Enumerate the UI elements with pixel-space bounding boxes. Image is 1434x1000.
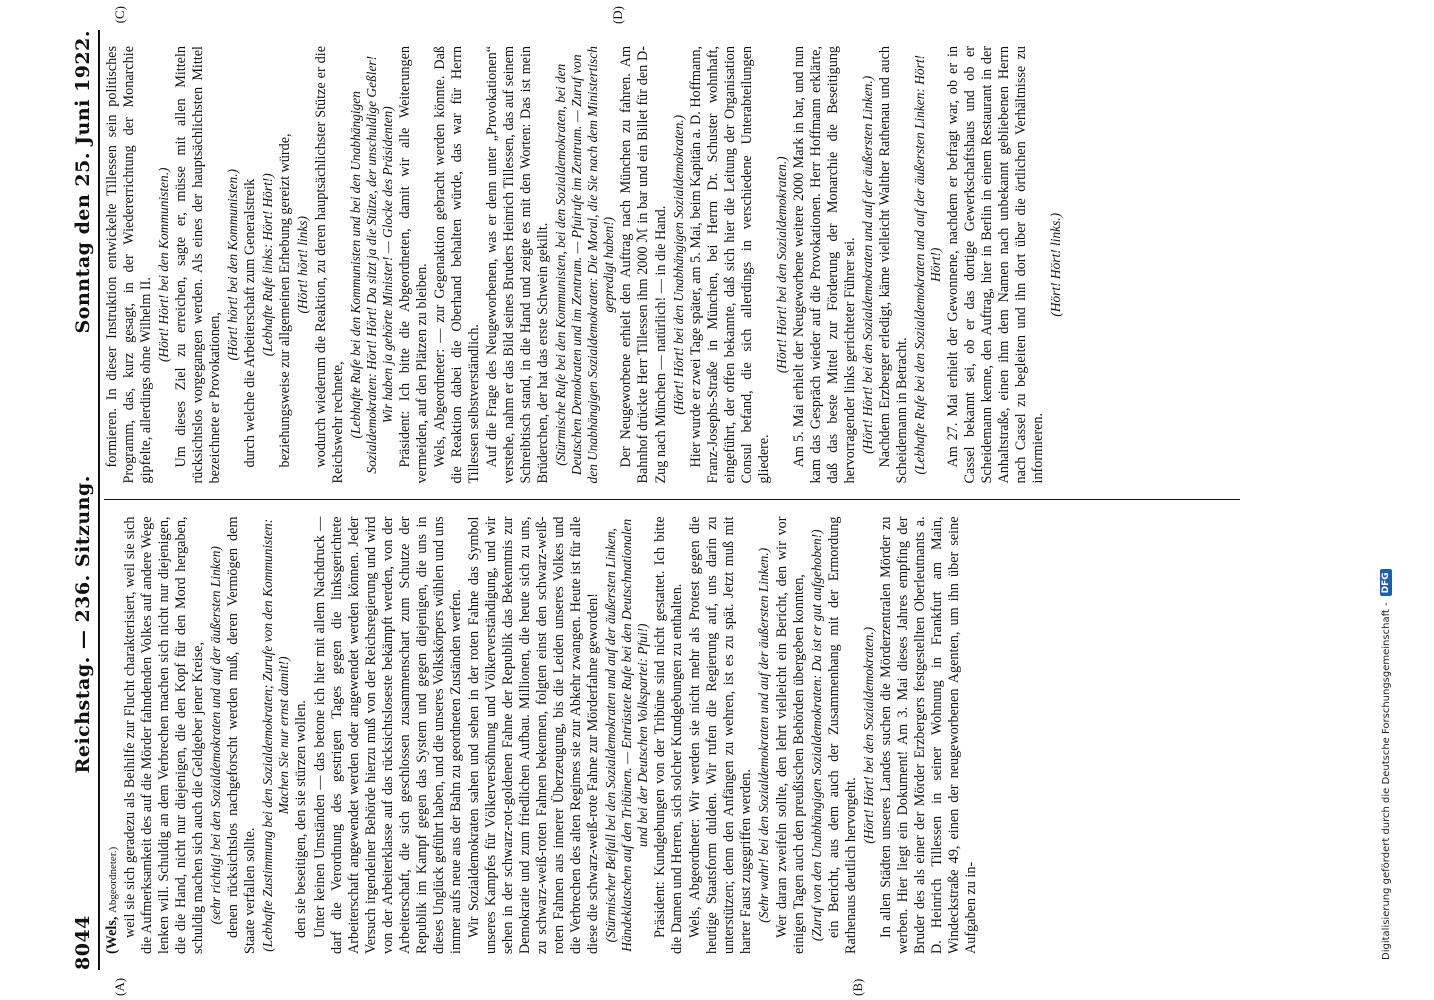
dfg-logo: DFG xyxy=(1380,569,1392,596)
paragraph: weil sie sich geradezu als Beihilfe zur Flucht charakterisiert, weil sie sich die Aufmerksamkeit des auf die Mörder fahndenden Volkes auf andere Wege lenken will. Schuldig an dem Verbrechen machen sich nicht nur diejenigen, die die Hand, nicht nur diejenigen, die den Kopf für den Mord hergaben, schuldig machen sich auch die Geldgeber jener Kreise, xyxy=(122,516,207,954)
paragraph: Wer daran zweifeln sollte, den lehrt vielleicht ein Bericht, den wir vor einigen Tagen auch den preußischen Behörden übergeben konnten, xyxy=(773,516,807,954)
interjection: (Lebhafte Zustimmung bei den Sozialdemokraten; Zurufe von den Kommunisten: Machen Sie nur ernst damit!) xyxy=(260,518,292,952)
paragraph: Hier wurde er zwei Tage später, am 5. Mai, beim Kapitän a. D. Hoffmann, Franz-Josephs-Straße in München, bei Herrn Dr. Schuster wohnhaft, eingeführt, der offen bekannte, daß sich hier die Leitung der Organisation Consul befand, die sich allerdings in verschiedene Unterabteilungen gliedere. xyxy=(687,46,772,484)
margin-marker-c: (C) xyxy=(112,6,127,24)
interjection: (Hört! Hört! bei den Unabhängigen Sozialdemokraten.) xyxy=(670,114,686,415)
credit-text: Digitalisierung gefördert durch die Deutsche Forschungsgemeinschaft - xyxy=(1380,602,1392,960)
session-date: Sonntag den 25. Juni 1922. xyxy=(72,30,94,334)
paragraph: Unter keinen Umständen — das betone ich hier mit allem Nachdruck — darf die Verordnung des gestrigen Tages gegen die linksgerichtete Arbeiterschaft angewendet werden oder angewendet werden können. Jeder Versuch irgendeiner Behörde hierzu muß von der Reichsregierung und wird von der Arbeiterklasse auf das rücksichtsloseste bekämpft werden, von der Arbeiterschaft, die sich geschlossen zusammenschart zum Schutze der Republik im Kampf gegen das System und gegen diejenigen, die uns in dieses Unglück geführt haben, und die unseres Volkskörpers wühlen und uns immer aufs neue aus der Bahn zu geordneten Zuständen werfen. xyxy=(311,516,464,954)
paragraph: durch welche die Arbeiterschaft zum Generalstreik xyxy=(242,178,259,468)
paragraph: Auf die Frage des Neugeworbenen, was er denn unter „Provokationen“ verstehe, nahm er das Bild seines Bruders Heinrich Tillessen, das auf seinem Schreibtisch stand, in die Hand und zeigte es mit den Worten: Das ist mein Brüderchen, der hat das erste Schwein gekillt. xyxy=(484,46,552,484)
left-column xyxy=(104,500,1240,971)
paragraph: Präsident: Ich bitte die Abgeordneten, damit wir alle Weiterungen vermeiden, auf den Plätzen zu bleiben. xyxy=(396,46,430,484)
paragraph: Am 27. Mai erhielt der Gewonnene, nachdem er befragt war, ob er in Cassel bekannt sei, ob er das dortige Gewerkschaftshaus und ob er Scheidemann kenne, den Auftrag, hier in Berlin in einem Restaurant in der Anhaltstraße, einen ihm dem Namen nach unbekannt gebliebenen Herrn nach Cassel zu begleiten und ihn dort über die örtlichen Verhältnisse zu informieren. xyxy=(945,46,1047,484)
interjection: (Lebhafte Rufe links: Hört! Hört!) xyxy=(260,173,276,357)
margin-marker-d: (D) xyxy=(610,6,625,25)
interjection: (Zuruf von den Unabhängigen Sozialdemokraten: Da ist er gut aufgehoben!) xyxy=(808,529,824,942)
margin-marker-a: (A) xyxy=(112,977,127,996)
interjection: (sehr richtig! bei den Sozialdemokraten und auf der äußersten Linken) xyxy=(208,546,224,925)
paragraph: ein Bericht, aus dem auch der Zusammenhang mit der Ermordung Rathenaus deutlich hervorgeht. xyxy=(825,516,859,954)
text-columns xyxy=(104,30,1240,970)
session-title: Reichstag. — 236. Sitzung. xyxy=(72,475,94,774)
margin-marker-b: (B) xyxy=(850,978,865,996)
interjection: (Lebhafte Rufe bei den Kommunisten und bei den Unabhängigen Sozialdemokraten: Hört! Hört! Da sitzt ja die Stütze, der unschuldige Geßler! Wir haben ja gehörte Minister! — Glocke des Präsidenten) xyxy=(347,55,395,474)
interjection: (Stürmischer Beifall bei den Sozialdemokraten und auf der äußersten Linken, Händeklatschen auf den Tribünen. — Entrüstete Rufe bei den Deutschnationalen und bei der Deutschen Volkspartei: Pfui!) xyxy=(603,518,651,952)
interjection: (Hört! Hört! bei den Sozialdemokraten.) xyxy=(773,156,789,374)
page-number: 8044 xyxy=(72,915,94,970)
paragraph: Am 5. Mai erhielt der Neugeworbene weitere 2000 Mark in bar, und nun kam das Gespräch wieder auf die Provokationen. Herr Hoffmann erklärte, daß das beste Mittel zur Förderung der Monarchie die Beseitigung hervorragender links gerichteter Führer sei. xyxy=(790,46,858,484)
page-header xyxy=(60,30,100,970)
interjection: (Hört! Hört! bei den Sozialdemokraten.) xyxy=(860,626,876,844)
paragraph: denen rücksichtslos nachgeforscht werden muß, deren Vermögen dem Staate verfallen sollte. xyxy=(225,516,259,954)
right-column xyxy=(104,30,1240,500)
interjection: (Hört! Hört! links.) xyxy=(1048,212,1064,317)
interjection: (Hört! Hört! bei den Sozialdemokraten und auf der äußersten Linken.) xyxy=(859,75,875,454)
interjection: (Stürmische Rufe bei den Kommunisten, bei den Sozialdemokraten, bei den Deutschen Demokraten und im Zentrum. — Pfuirufe im Zentrum. — Zuruf von den Unabhängigen Sozialdemokraten: Die Moral, die Sie nach dem Ministertisch gepredigt haben!) xyxy=(553,46,617,484)
paragraph: Nachdem Erzberger erledigt, käme vielleicht Walther Rathenau und auch Scheidemann in Betracht. xyxy=(877,46,911,484)
digitization-credit xyxy=(1375,40,1397,960)
paragraph: Wir Sozialdemokraten sahen und sehen in der roten Fahne das Symbol unseres Kampfes für Völkerversöhnung und Völkerverständigung, und wir sehen in der schwarz-rot-goldenen Fahne der Republik das Bekenntnis zur Demokratie und zum friedlichen Aufbau. Millionen, die heute sich zu uns, zu schwarz-weiß-roten Fahnen bekennen, folgten einst den schwarz-weiß-roten Fahnen aus innerer Überzeugung, bis die Leiden unseres Volkes und die Verbrechen des alten Regimes sie zur Abkehr zwangen. Heute ist für alle diese die schwarz-weiß-rote Fahne zur Mörderfahne geworden! xyxy=(465,516,602,954)
paragraph: Wels, Abgeordneter: Wir werden sie nicht mehr als Protest gegen die heutige Staatsform dulden. Wir rufen die Regierung auf, uns darin zu unterstützen; denn den Anfängen zu wehren, ist es zu spät. Jetzt muß mit harter Faust zugegriffen werden. xyxy=(687,516,755,954)
paragraph: beziehungsweise zur allgemeinen Erhebung gereizt würde, xyxy=(277,133,294,468)
interjection: (Sehr wahr! bei den Sozialdemokraten und auf der äußersten Linken.) xyxy=(756,547,772,923)
speaker-role: Abgeordneter.) xyxy=(107,846,119,914)
paragraph: In allen Städten unseres Landes suchen die Mörderzentralen Mörder zu werben. Hier liegt ein Dokument! Am 3. Mai dieses Jahres empfing der Bruder des als einer der Mörder Erzbergers festgestellten Oberleutnants a. D. Heinrich Tillessen in seiner Wohnung in Frankfurt am Main, Windeckstraße 49, einen der neugeworbenen Agenten, um ihn über seine Aufgaben zu in- xyxy=(877,516,979,954)
paragraph: Präsident: Kundgebungen von der Tribüne sind nicht gestattet. Ich bitte die Damen und Herren, sich solcher Kundgebungen zu enthalten. xyxy=(652,516,686,954)
paragraph: formieren. In dieser Instruktion entwickelte Tillessen sein politisches Programm, das, kurz gesagt, in der Wiedererrichtung der Monarchie gipfelte, allerdings ohne Wilhelm II. xyxy=(104,46,155,484)
paragraph: Um dieses Ziel zu erreichen, sagte er, müsse mit allen Mitteln rücksichtslos vorgegangen werden. Als eines der hauptsächlichsten Mittel bezeichnete er Provokationen, xyxy=(173,46,224,484)
interjection: (Hört! hört! bei den Kommunisten.) xyxy=(225,168,241,361)
paragraph: den sie beseitigen, den sie stürzen wollen. xyxy=(293,700,310,938)
interjection: (Hört! Hört! bei den Kommunisten.) xyxy=(156,167,172,363)
speaker-line xyxy=(104,517,121,955)
interjection: (Hört! hört! links) xyxy=(295,216,311,314)
paragraph: Wels, Abgeordneter: — zur Gegenaktion gebracht werden könnte. Daß die Reaktion dabei die Oberhand behalten würde, das war für Herrn Tillessen selbstverständlich. xyxy=(431,46,482,484)
speaker-name: (Wels, xyxy=(104,916,120,954)
paragraph: Der Neugeworbene erhielt den Auftrag nach München zu fahren. Am Bahnhof drückte Herr Tillessen ihm 2000 ℳ in bar und ein Billet für den D-Zug nach München — natürlich! — in die Hand. xyxy=(618,46,669,484)
interjection: (Lebhafte Rufe bei den Sozialdemokraten und auf der äußersten Linken: Hört! Hört!) xyxy=(912,55,944,475)
paragraph: wodurch wiederum die Reaktion, zu deren hauptsächlichster Stütze er die Reichswehr rechnete, xyxy=(312,46,346,484)
